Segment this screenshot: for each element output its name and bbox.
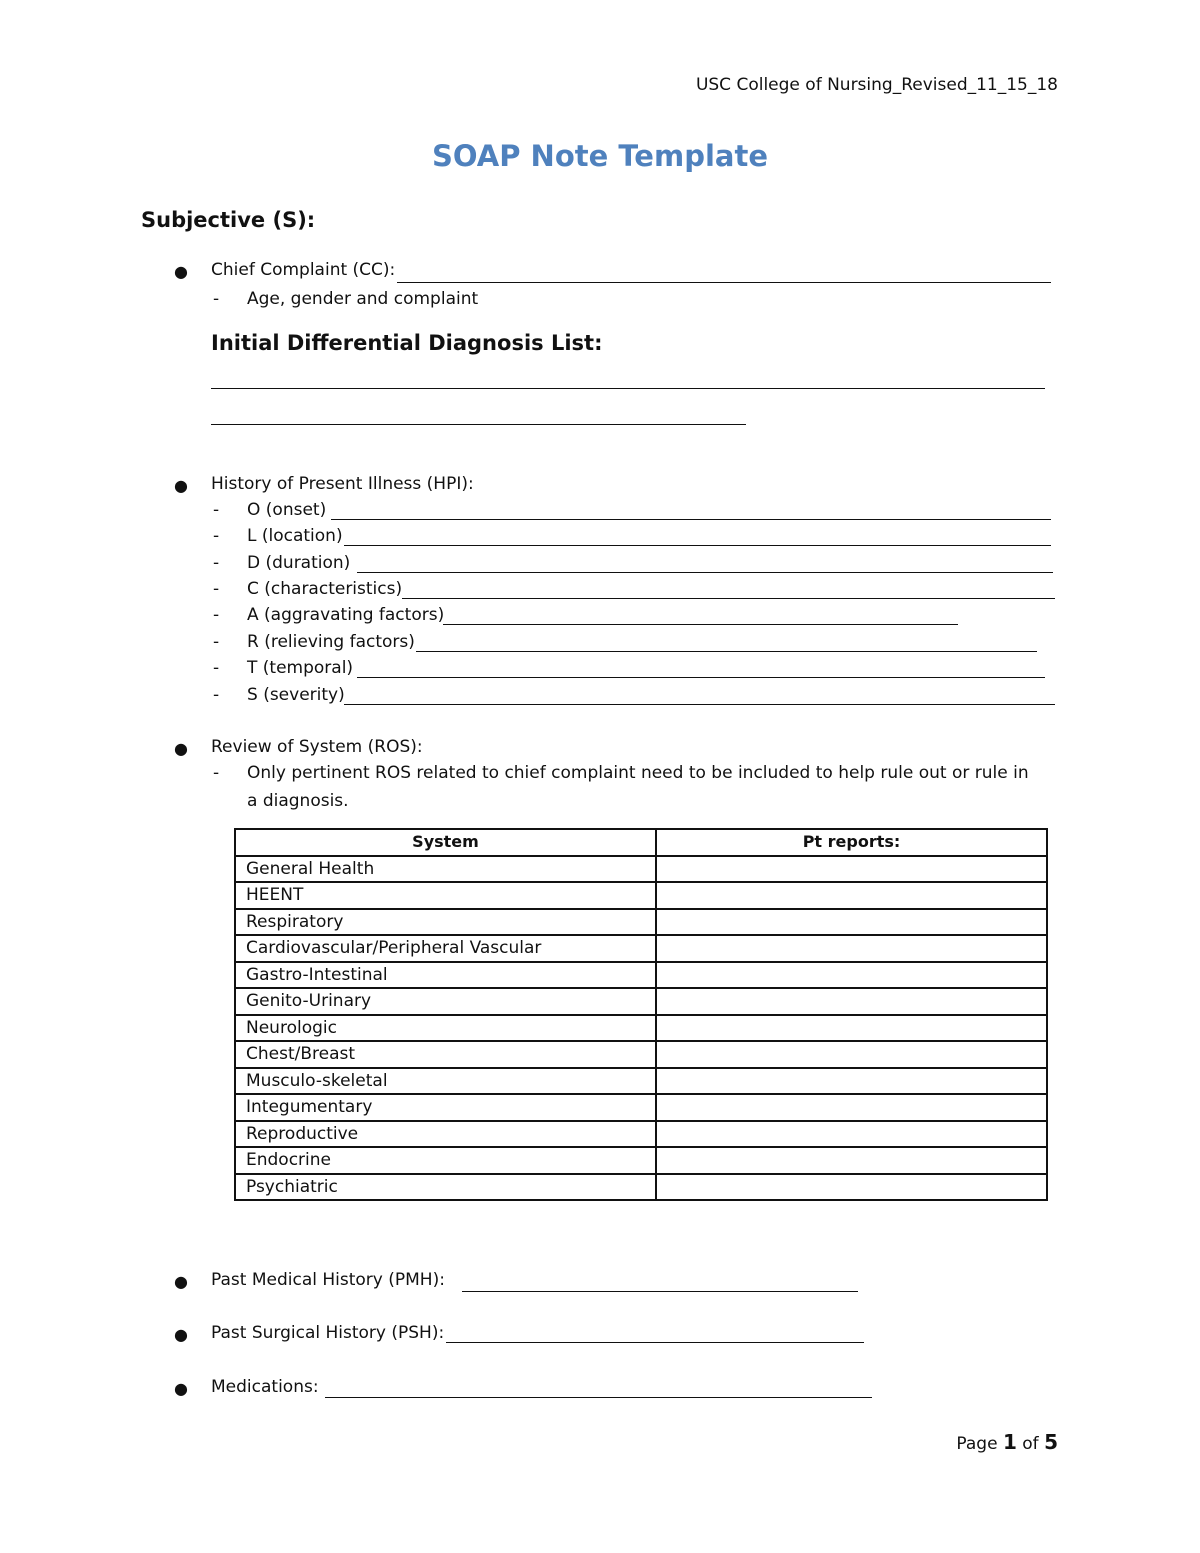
system-cell: General Health: [235, 856, 656, 883]
ros-note-line-1: Only pertinent ROS related to chief complaint need to be included to help rule out or rule in: [247, 763, 1029, 783]
page-number: 1: [1002, 1430, 1017, 1454]
chief-complaint-note: Age, gender and complaint: [247, 289, 479, 309]
dash-marker: -: [213, 553, 220, 573]
pmh-label: Past Medical History (PMH):: [211, 1270, 445, 1290]
pt-reports-cell[interactable]: [656, 1094, 1047, 1121]
pt-reports-cell[interactable]: [656, 1174, 1047, 1201]
system-cell: Endocrine: [235, 1147, 656, 1174]
hpi-location-label: L (location): [247, 526, 343, 546]
system-cell: Reproductive: [235, 1121, 656, 1148]
system-cell: Integumentary: [235, 1094, 656, 1121]
hpi-aggravating-label: A (aggravating factors): [247, 605, 445, 625]
table-header-row: [235, 829, 1047, 856]
system-cell: Cardiovascular/Peripheral Vascular: [235, 935, 656, 962]
hpi-relieving-label: R (relieving factors): [247, 632, 415, 652]
page-word: Page: [956, 1434, 998, 1454]
hpi-severity-label: S (severity): [247, 685, 345, 705]
chief-complaint-field[interactable]: [397, 282, 1051, 283]
hpi-duration-field[interactable]: [357, 572, 1053, 573]
system-cell: Chest/Breast: [235, 1041, 656, 1068]
system-cell: HEENT: [235, 882, 656, 909]
table-row: [235, 909, 1047, 936]
pt-reports-cell[interactable]: [656, 962, 1047, 989]
hpi-characteristics-field[interactable]: [402, 598, 1055, 599]
table-row: [235, 962, 1047, 989]
pt-reports-cell[interactable]: [656, 909, 1047, 936]
hpi-aggravating-field[interactable]: [443, 624, 958, 625]
ddx-line-2[interactable]: [211, 424, 746, 425]
hpi-location-field[interactable]: [344, 545, 1051, 546]
dash-marker: -: [213, 685, 220, 705]
subjective-heading: Subjective (S):: [141, 208, 316, 232]
dash-marker: -: [213, 526, 220, 546]
ddx-line-1[interactable]: [211, 388, 1045, 389]
pt-reports-cell[interactable]: [656, 935, 1047, 962]
ros-label: Review of System (ROS):: [211, 737, 423, 757]
of-word: of: [1022, 1434, 1039, 1454]
table-row: [235, 935, 1047, 962]
pt-reports-cell[interactable]: [656, 856, 1047, 883]
hpi-temporal-label: T (temporal): [247, 658, 354, 678]
page-title: SOAP Note Template: [432, 139, 768, 173]
column-header-system: System: [235, 829, 656, 856]
hpi-onset-field[interactable]: [331, 519, 1051, 520]
bullet-icon: ●: [174, 1379, 188, 1398]
ros-note-line-2: a diagnosis.: [247, 791, 349, 811]
table-row: [235, 1015, 1047, 1042]
table-row: [235, 1121, 1047, 1148]
hpi-label: History of Present Illness (HPI):: [211, 474, 474, 494]
psh-label: Past Surgical History (PSH):: [211, 1323, 445, 1343]
dash-marker: -: [213, 632, 220, 652]
pt-reports-cell[interactable]: [656, 1015, 1047, 1042]
table-row: [235, 1174, 1047, 1201]
hpi-severity-field[interactable]: [344, 704, 1055, 705]
system-cell: Psychiatric: [235, 1174, 656, 1201]
ros-table: [234, 828, 1048, 1201]
dash-marker: -: [213, 500, 220, 520]
dash-marker: -: [213, 605, 220, 625]
system-cell: Neurologic: [235, 1015, 656, 1042]
bullet-icon: ●: [174, 1325, 188, 1344]
bullet-icon: ●: [174, 476, 188, 495]
system-cell: Genito-Urinary: [235, 988, 656, 1015]
medications-field[interactable]: [325, 1397, 872, 1398]
pt-reports-cell[interactable]: [656, 988, 1047, 1015]
bullet-icon: ●: [174, 262, 188, 281]
header-reference: USC College of Nursing_Revised_11_15_18: [695, 75, 1058, 95]
dash-marker: -: [213, 763, 220, 783]
table-row: [235, 1041, 1047, 1068]
pt-reports-cell[interactable]: [656, 882, 1047, 909]
table-row: [235, 1147, 1047, 1174]
hpi-temporal-field[interactable]: [357, 677, 1045, 678]
dash-marker: -: [213, 579, 220, 599]
table-row: [235, 856, 1047, 883]
hpi-duration-label: D (duration): [247, 553, 351, 573]
table-row: [235, 1094, 1047, 1121]
pt-reports-cell[interactable]: [656, 1041, 1047, 1068]
hpi-onset-label: O (onset): [247, 500, 327, 520]
medications-label: Medications:: [211, 1377, 319, 1397]
hpi-relieving-field[interactable]: [416, 651, 1037, 652]
pt-reports-cell[interactable]: [656, 1068, 1047, 1095]
page-footer: [956, 1430, 1058, 1454]
psh-field[interactable]: [446, 1342, 864, 1343]
column-header-pt-reports: Pt reports:: [656, 829, 1047, 856]
page-total: 5: [1044, 1430, 1058, 1454]
pmh-field[interactable]: [462, 1291, 858, 1292]
ddx-heading: Initial Differential Diagnosis List:: [211, 331, 603, 355]
chief-complaint-label: Chief Complaint (CC):: [211, 260, 396, 280]
table-row: [235, 1068, 1047, 1095]
bullet-icon: ●: [174, 1272, 188, 1291]
pt-reports-cell[interactable]: [656, 1121, 1047, 1148]
table-row: [235, 988, 1047, 1015]
system-cell: Gastro-Intestinal: [235, 962, 656, 989]
table-row: [235, 882, 1047, 909]
hpi-characteristics-label: C (characteristics): [247, 579, 403, 599]
pt-reports-cell[interactable]: [656, 1147, 1047, 1174]
dash-marker: -: [213, 658, 220, 678]
system-cell: Respiratory: [235, 909, 656, 936]
system-cell: Musculo-skeletal: [235, 1068, 656, 1095]
dash-marker: -: [213, 289, 220, 309]
bullet-icon: ●: [174, 739, 188, 758]
